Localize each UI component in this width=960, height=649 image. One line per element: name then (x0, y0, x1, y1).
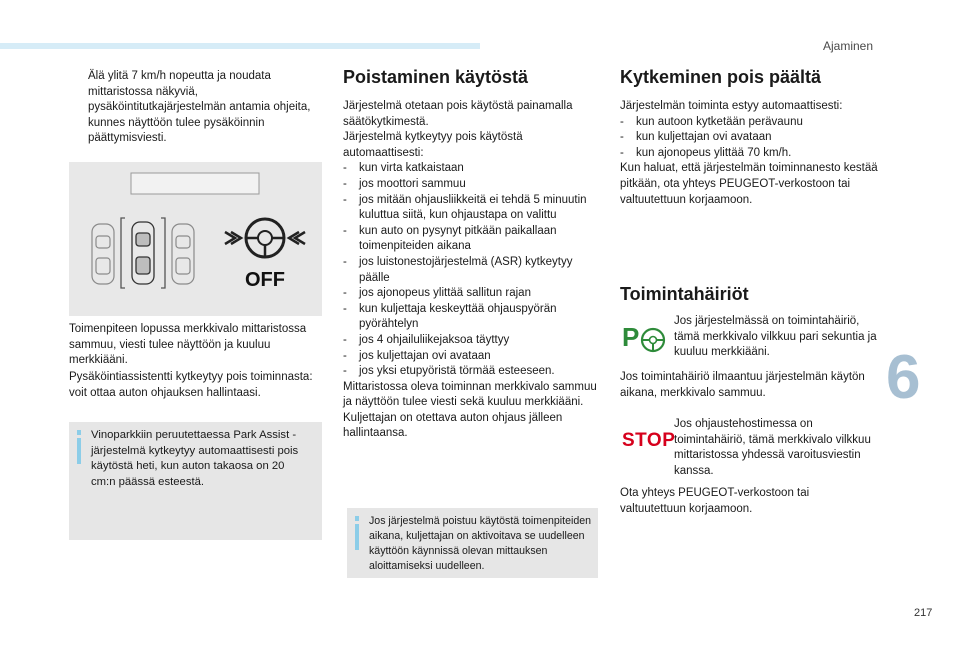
col3-para2: Kun haluat, että järjestelmän toiminnanesto kestää pitkään, ota yhteys PEUGEOT-verkostoon tai valtuutettuun korjaamoon. (620, 162, 878, 206)
list-item: - jos 4 ohjailuliikejaksoa täyttyy (343, 333, 598, 349)
col3-fault1: Jos järjestelmässä on toimintahäiriö, tämä merkkivalo vilkkuu pari sekuntia ja kuuluu merkkiääni. (674, 315, 877, 359)
col2-list (343, 161, 598, 379)
section-label: Ajaminen (823, 39, 874, 53)
col2-title: Poistaminen käytöstä (343, 67, 529, 87)
parked-car-left-icon (92, 224, 114, 284)
steering-wheel-icon (225, 219, 305, 257)
list-item: - kun virta katkaistaan (343, 161, 598, 177)
col1-para1: Toimenpiteen lopussa merkkivalo mittaristossa sammuu, viesti tulee näyttöön ja kuuluu merkkiääni. (69, 323, 307, 367)
list-item: - jos mitään ohjausliikkeitä ei tehdä 5 minuutin kuluttua siitä, kun ohjaustapa on valittu (343, 193, 598, 224)
list-item: - jos yksi etupyöristä törmää esteeseen. (343, 364, 598, 380)
list-item: - jos kuljettajan ovi avataan (343, 349, 598, 365)
col3-list (620, 115, 882, 162)
col3-title: Kytkeminen pois päältä (620, 67, 822, 87)
col3-para4: Ota yhteys PEUGEOT-verkostoon tai valtuutettuun korjaamoon. (620, 487, 810, 515)
col1-para2: Pysäköintiassistentti kytkeytyy pois toiminnasta: voit ottaa auton ohjauksen hallintaasi. (69, 371, 313, 399)
list-item: - kun ajonopeus ylittää 70 km/h. (620, 146, 882, 162)
col2-note-text: Jos järjestelmä poistuu käytöstä toimenpiteiden aikana, kuljettajan on aktivoitava se uudelleen käyttöön käynnissä olevan mittauksen aloittamiseksi uudelleen. (369, 515, 591, 572)
list-item: - kun auto on pysynyt pitkään paikallaan toimenpiteiden aikana (343, 224, 598, 255)
col3-para1: Järjestelmän toiminta estyy automaattisesti: (620, 100, 843, 112)
col3-body (620, 99, 882, 208)
col2-para2: Järjestelmä kytkeytyy pois käytöstä automaattisesti: (343, 131, 523, 159)
parking-illustration (69, 162, 322, 316)
parked-car-right-icon (172, 224, 194, 284)
list-item: - kun kuljettajan ovi avataan (620, 130, 882, 146)
list-item: - kun autoon kytketään perävaunu (620, 115, 882, 131)
col3-para3: Jos toimintahäiriö ilmaantuu järjestelmän käytön aikana, merkkivalo sammuu. (620, 371, 865, 399)
stop-warning-icon: STOP (622, 430, 676, 451)
col1-note-text: Vinoparkkiin peruutettaessa Park Assist -järjestelmä kytkeytyy automaattisesti pois käytöstä heti, kun auton takaosa on 20 cm:n päässä esteestä. (91, 429, 299, 488)
info-icon (77, 430, 81, 464)
parking-diagram-icon (69, 162, 322, 316)
col1-note (69, 422, 322, 540)
col3-title2: Toimintahäiriöt (620, 284, 749, 304)
col1-intro: Älä ylitä 7 km/h nopeutta ja noudata mittaristossa näkyviä, pysäköintitutkajärjestelmän antamia ohjeita, kunnes näyttöön tulee pysäköinnin päättymisviesti. (88, 70, 311, 145)
col2-note (347, 508, 598, 578)
header-bar (0, 43, 480, 49)
col2-body (343, 99, 598, 442)
list-item: - jos luistonestojärjestelmä (ASR) kytkeytyy päälle (343, 255, 598, 286)
off-label: OFF (245, 269, 285, 291)
info-icon (355, 516, 359, 550)
col2-para1: Järjestelmä otetaan pois käytöstä painamalla säätökytkimestä. (343, 100, 573, 128)
list-item: - kun kuljettaja keskeyttää ohjauspyörän pyörähtelyn (343, 302, 598, 333)
col2-para4: Kuljettajan on otettava auton ohjaus jälleen hallintaansa. (343, 411, 563, 440)
col2-para3: Mittaristossa oleva toiminnan merkkivalo sammuu ja näyttöön tulee viesti sekä kuuluu merkkiääni. (343, 380, 597, 409)
list-item: - jos ajonopeus ylittää sallitun rajan (343, 286, 598, 302)
chapter-number: 6 (886, 343, 921, 412)
col3-fault2: Jos ohjaustehostimessa on toimintahäiriö, tämä merkkivalo vilkkuu mittaristossa yhdessä varoitusviestin kanssa. (674, 418, 871, 477)
parking-car-icon (132, 222, 154, 284)
svg-text:P: P (622, 322, 640, 352)
page-number: 217 (914, 607, 933, 619)
park-assist-warning-icon (620, 318, 668, 362)
list-item: - jos moottori sammuu (343, 177, 598, 193)
